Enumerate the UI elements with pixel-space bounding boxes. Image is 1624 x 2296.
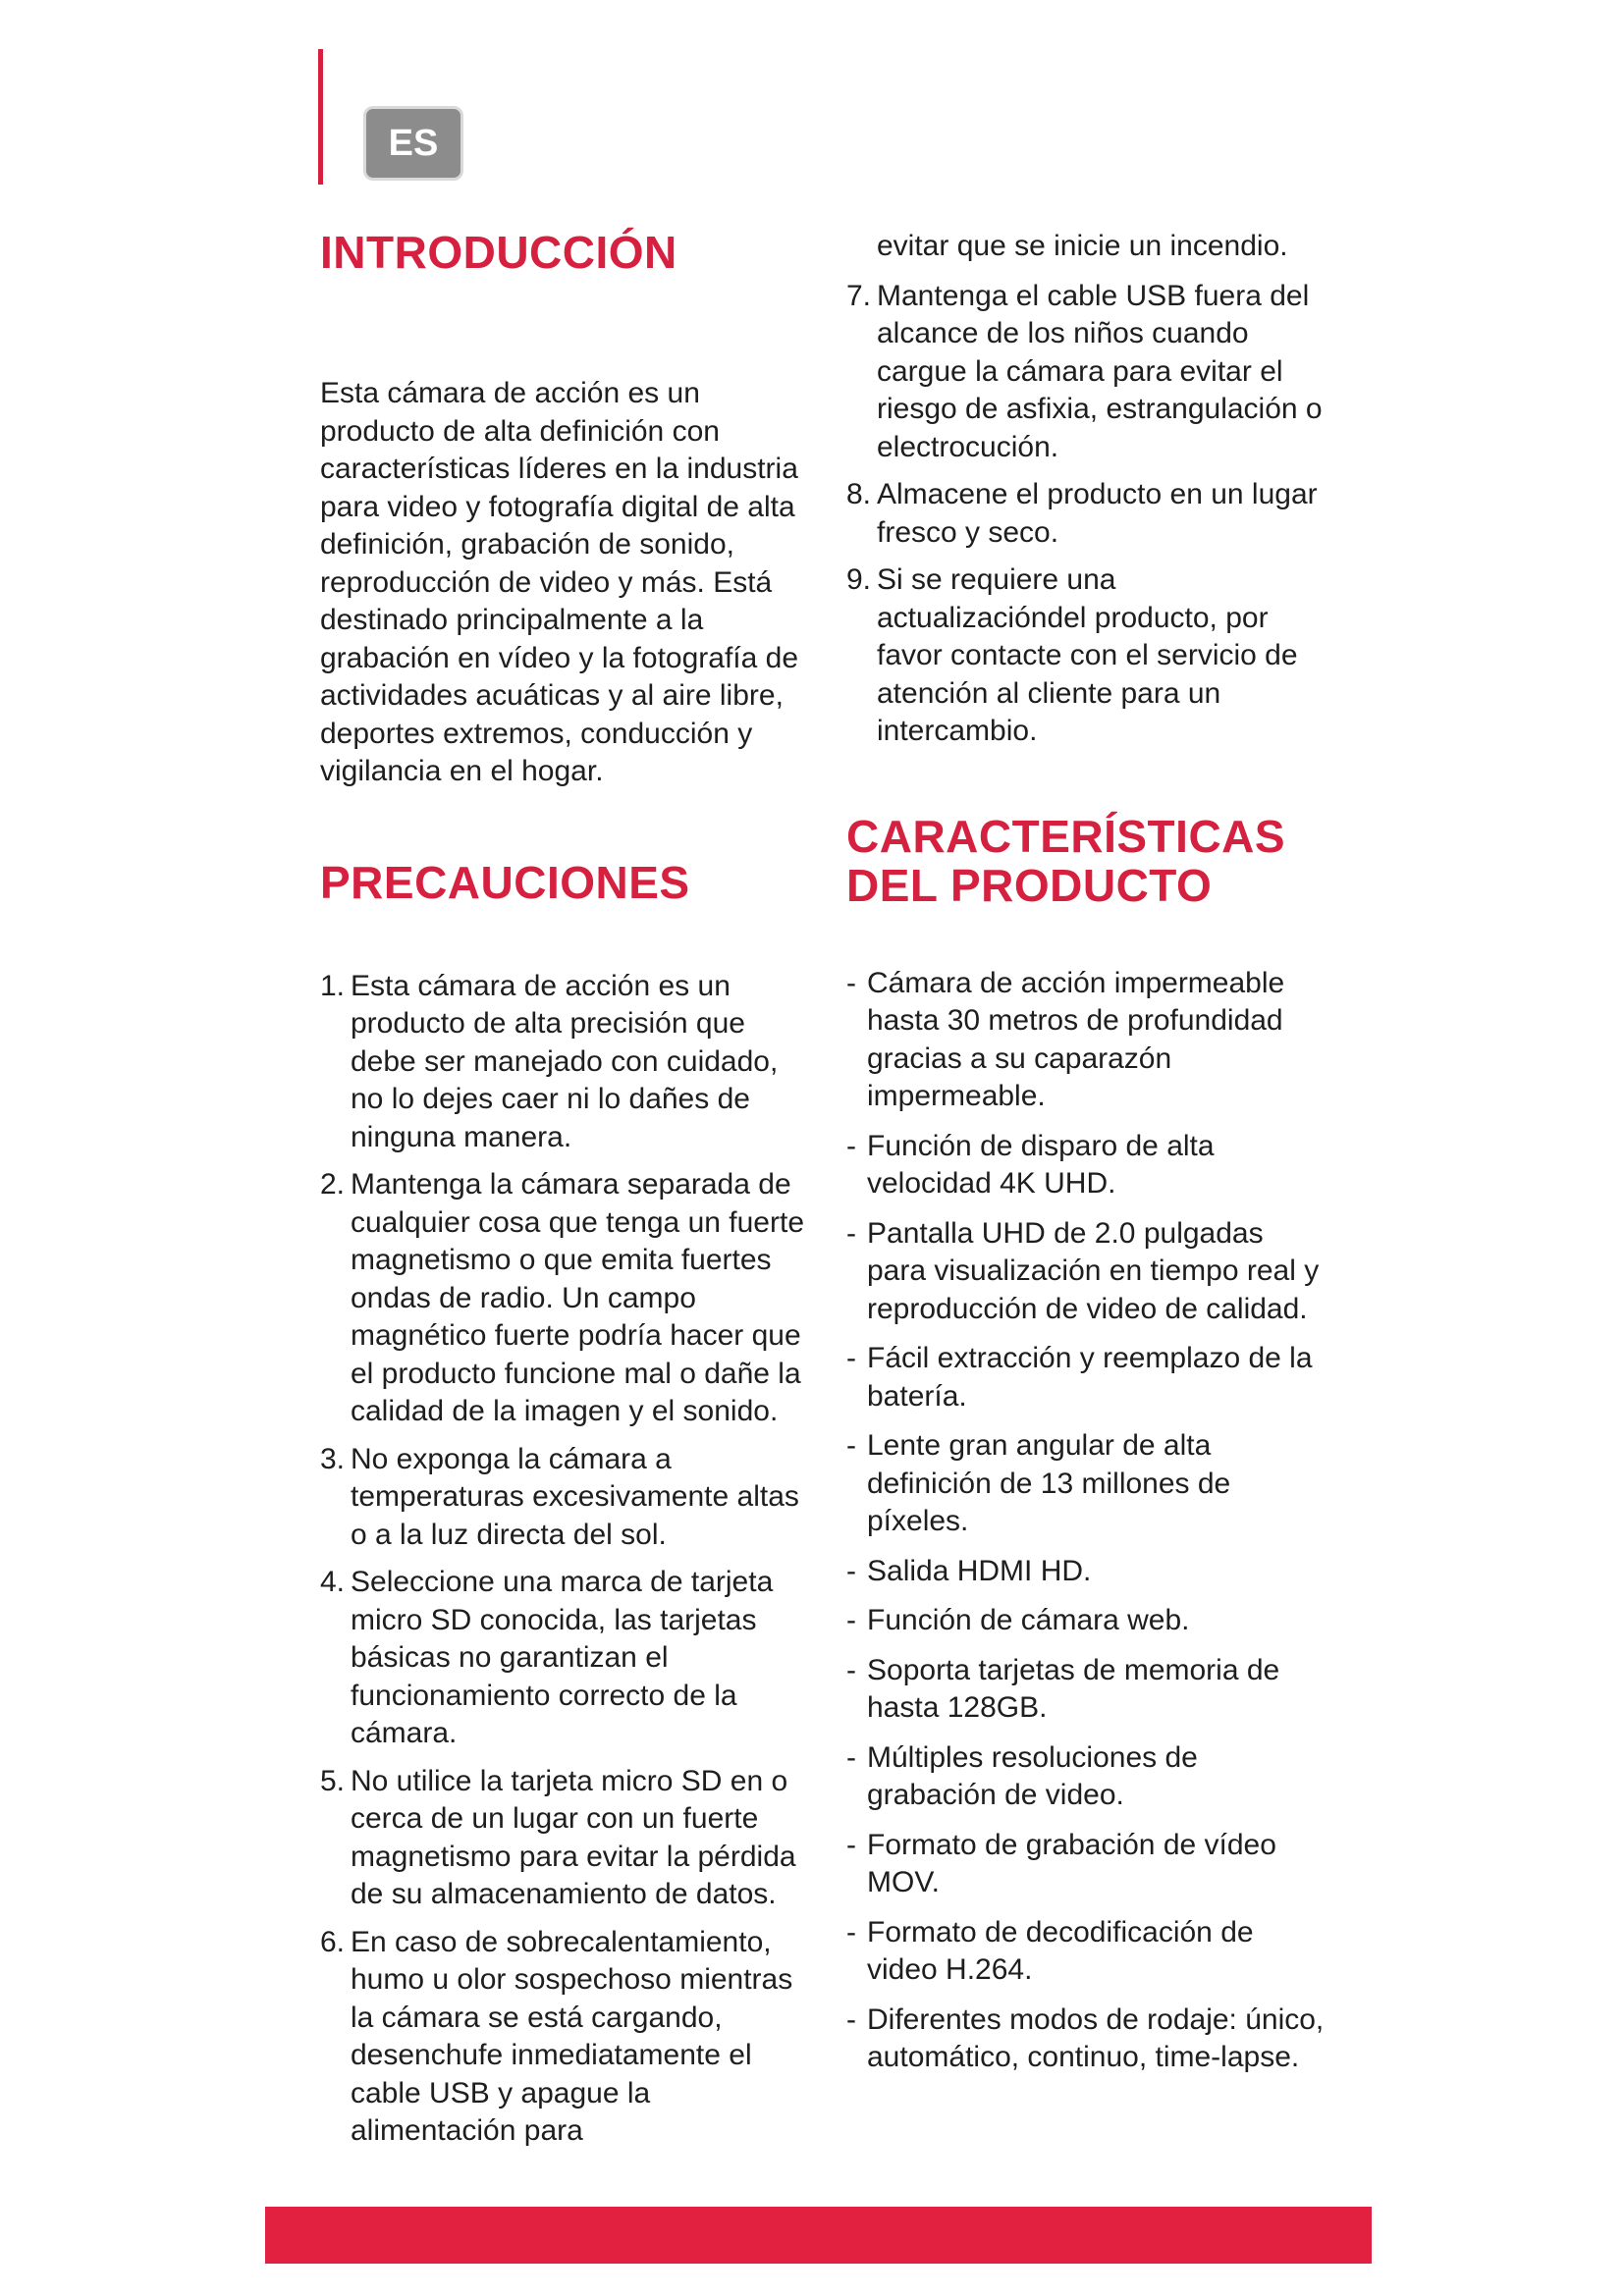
item-number: 7. xyxy=(846,279,872,312)
item-number: 1. xyxy=(320,969,346,1002)
dash-marker: - xyxy=(846,1653,856,1686)
list-item xyxy=(846,1914,1327,1990)
list-item xyxy=(846,476,1327,552)
dash-marker: - xyxy=(846,1915,856,1949)
item-text: Seleccione una marca de tarjeta micro SD conocida, las tarjetas básicas no garantizan el funcionamiento correcto de la cámara. xyxy=(351,1566,774,1749)
dash-marker: - xyxy=(846,1129,856,1162)
dash-marker: - xyxy=(846,1828,856,1861)
dash-marker: - xyxy=(846,1554,856,1587)
item-text: Función de disparo de alta velocidad 4K UHD. xyxy=(867,1129,1215,1200)
item-number: 5. xyxy=(320,1764,346,1797)
list-item xyxy=(320,1441,811,1555)
item-text: Salida HDMI HD. xyxy=(867,1554,1092,1587)
item-text: Pantalla UHD de 2.0 pulgadas para visualización en tiempo real y reproducción de video de calidad. xyxy=(867,1216,1320,1325)
item-text: Fácil extracción y reemplazo de la batería. xyxy=(867,1342,1313,1413)
precautions-title: PRECAUCIONES xyxy=(320,856,690,908)
item-number: 9. xyxy=(846,563,872,596)
dash-marker: - xyxy=(846,2002,856,2036)
list-item xyxy=(846,1128,1327,1203)
item-text: Función de cámara web. xyxy=(867,1604,1190,1636)
item-number: 6. xyxy=(320,1925,346,1958)
footer-bar xyxy=(265,2207,1372,2264)
list-item xyxy=(320,1166,811,1431)
header-accent-bar xyxy=(318,49,323,185)
language-badge: ES xyxy=(363,106,463,181)
dash-marker: - xyxy=(846,1604,856,1636)
features-title-line1: CARACTERÍSTICAS xyxy=(846,810,1286,862)
precautions-list xyxy=(320,968,811,2151)
item-text: Lente gran angular de alta definición de 13 millones de píxeles. xyxy=(867,1429,1231,1537)
item-number: 4. xyxy=(320,1566,346,1598)
item-text: En caso de sobrecalentamiento, humo u olor sospechoso mientras la cámara se está cargando, desenchufe inmediatamente el cable USB y apague la alimentación para xyxy=(351,1925,793,2147)
item-text: Diferentes modos de rodaje: único, automático, continuo, time-lapse. xyxy=(867,2002,1325,2073)
list-item xyxy=(846,228,1327,266)
list-item xyxy=(320,1763,811,1914)
item-text: Múltiples resoluciones de grabación de video. xyxy=(867,1740,1198,1811)
item-text: Formato de grabación de vídeo MOV. xyxy=(867,1828,1276,1898)
list-item xyxy=(846,1652,1327,1728)
item-text: No exponga la cámara a temperaturas excesivamente altas o a la luz directa del sol. xyxy=(351,1442,799,1551)
item-number: 8. xyxy=(846,478,872,510)
dash-marker: - xyxy=(846,966,856,999)
item-text: evitar que se inicie un incendio. xyxy=(877,230,1288,262)
item-text: Almacene el producto en un lugar fresco y seco. xyxy=(877,478,1318,549)
list-item xyxy=(846,1602,1327,1640)
list-item xyxy=(846,561,1327,751)
list-item xyxy=(846,1739,1327,1815)
right-column xyxy=(846,228,1327,2089)
item-text: Mantenga el cable USB fuera del alcance de los niños cuando cargue la cámara para evitar el riesgo de asfixia, estrangulación o electrocución. xyxy=(877,279,1323,463)
list-item xyxy=(320,968,811,1157)
item-text: Mantenga la cámara separada de cualquier cosa que tenga un fuerte magnetismo o que emita fuertes ondas de radio. Un campo magnético fuerte podría hacer que el producto funcione mal o dañe la calidad de la imagen y el sonido. xyxy=(351,1168,804,1427)
left-column xyxy=(320,228,811,2161)
list-item xyxy=(320,1564,811,1753)
item-text: Esta cámara de acción es un producto de alta precisión que debe ser manejado con cuidado, no lo dejes caer ni lo dañes de ninguna manera. xyxy=(351,969,779,1153)
intro-text: Esta cámara de acción es un producto de alta definición con características líderes en la industria para video y fotografía digital de alta definición, grabación de sonido, reproducción de video y más. Está destinado principalmente a la grabación en vídeo y la fotografía de actividades acuáticas y al aire libre, deportes extremos, conducción y vigilancia en el hogar. xyxy=(320,377,799,787)
intro-title: INTRODUCCIÓN xyxy=(320,227,677,278)
item-number: 2. xyxy=(320,1168,346,1201)
dash-marker: - xyxy=(846,1429,856,1462)
dash-marker: - xyxy=(846,1740,856,1774)
features-title-line2: DEL PRODUCTO xyxy=(846,859,1213,911)
list-item xyxy=(846,1427,1327,1541)
item-text: No utilice la tarjeta micro SD en o cerca de un lugar con un fuerte magnetismo para evitar la pérdida de su almacenamiento de datos. xyxy=(351,1764,796,1910)
item-text: Formato de decodificación de video H.264. xyxy=(867,1915,1254,1986)
features-title xyxy=(846,812,1327,910)
list-item xyxy=(846,965,1327,1116)
list-item xyxy=(846,2002,1327,2077)
item-number: 3. xyxy=(320,1442,346,1475)
item-text: Si se requiere una actualizacióndel producto, por favor contacte con el servicio de atención al cliente para un intercambio. xyxy=(877,563,1298,747)
item-text: Cámara de acción impermeable hasta 30 metros de profundidad gracias a su caparazón impermeable. xyxy=(867,966,1285,1112)
dash-marker: - xyxy=(846,1216,856,1250)
features-list xyxy=(846,965,1327,2077)
list-item xyxy=(846,278,1327,467)
precautions-list-continued xyxy=(846,228,1327,751)
list-item xyxy=(846,1340,1327,1415)
item-text: Soporta tarjetas de memoria de hasta 128GB. xyxy=(867,1653,1280,1724)
list-item xyxy=(320,1924,811,2151)
dash-marker: - xyxy=(846,1342,856,1374)
list-item xyxy=(846,1553,1327,1591)
list-item xyxy=(846,1827,1327,1902)
list-item xyxy=(846,1215,1327,1329)
